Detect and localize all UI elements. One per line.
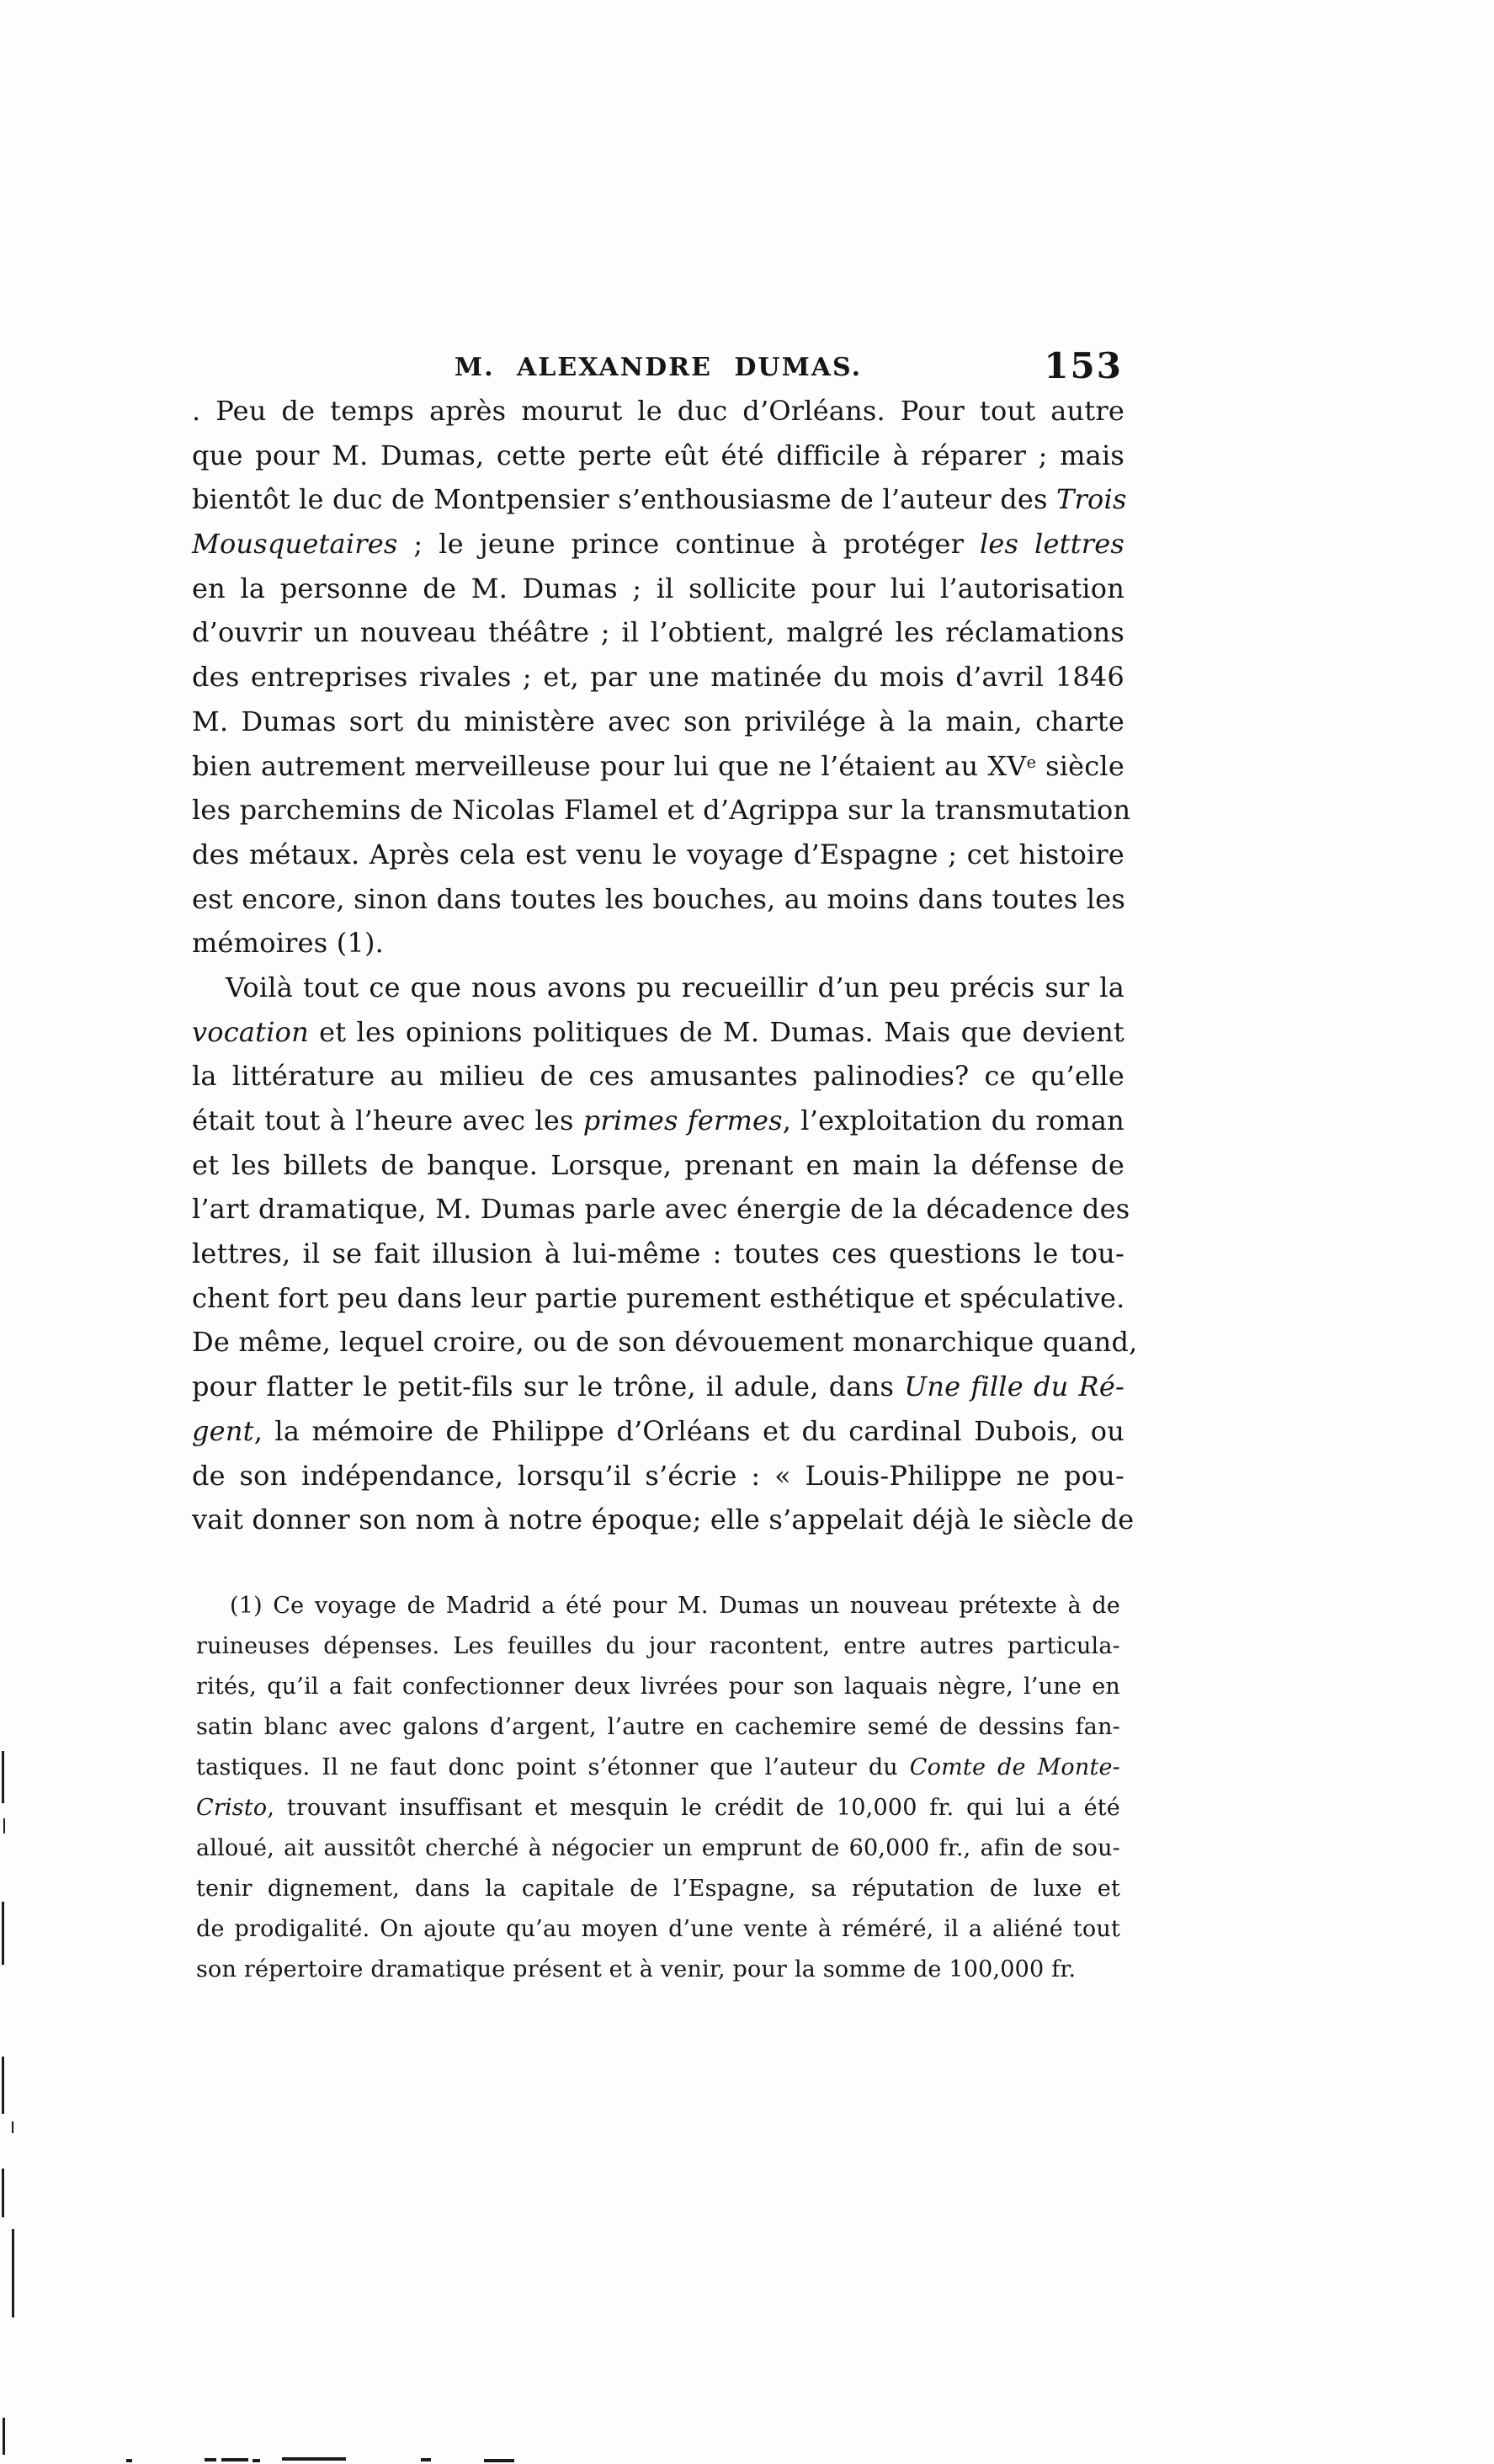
text-line: pour flatter le petit-fils sur le trône, il adule, dans Une fille du Ré-: [192, 1370, 1124, 1403]
scan-artifact-line: [2, 2057, 4, 2114]
scan-artifact-line: [3, 1818, 5, 1833]
text-line: les parchemins de Nicolas Flamel et d’Agrippa sur la transmutation: [192, 794, 1131, 827]
text-line: l’art dramatique, M. Dumas parle avec énergie de la décadence des: [192, 1193, 1130, 1226]
text-line: lettres, il se fait illusion à lui-même : toutes ces questions le tou-: [192, 1237, 1124, 1270]
text-line: la littérature au milieu de ces amusantes palinodies? ce qu’elle: [192, 1060, 1124, 1093]
text-line: satin blanc avec galons d’argent, l’autre en cachemire semé de dessins fan-: [196, 1714, 1120, 1740]
text-line: tastiques. Il ne faut donc point s’étonner que l’auteur du Comte de Monte-: [196, 1754, 1120, 1780]
text-line: Voilà tout ce que nous avons pu recueillir d’un peu précis sur la: [226, 971, 1124, 1003]
text-line: bien autrement merveilleuse pour lui que ne l’étaient au XVe siècle: [192, 749, 1124, 782]
text-line: (1) Ce voyage de Madrid a été pour M. Dumas un nouveau prétexte à de: [230, 1593, 1120, 1619]
scan-artifact-line: [3, 2418, 5, 2455]
text-line: rités, qu’il a fait confectionner deux livrées pour son laquais nègre, l’une en: [196, 1674, 1120, 1700]
scan-artifact-line: [12, 2229, 14, 2318]
text-line: des entreprises rivales ; et, par une matinée du mois d’avril 1846: [192, 661, 1124, 694]
text-line: était tout à l’heure avec les primes fermes, l’exploitation du roman: [192, 1104, 1124, 1136]
text-line: son répertoire dramatique présent et à venir, pour la somme de 100,000 fr.: [196, 1956, 1077, 1982]
text-line: vocation et les opinions politiques de M. Dumas. Mais que devient: [192, 1015, 1124, 1048]
scan-artifact-dash: [221, 2458, 248, 2461]
scan-artifact-line: [2, 1751, 4, 1803]
text-line: en la personne de M. Dumas ; il sollicite pour lui l’autorisation: [192, 572, 1124, 604]
text-line: des métaux. Après cela est venu le voyage d’Espagne ; cet histoire: [192, 838, 1124, 870]
scan-artifact-dash: [253, 2459, 260, 2462]
text-line: et les billets de banque. Lorsque, prenant en main la défense de: [192, 1148, 1124, 1181]
text-line: gent, la mémoire de Philippe d’Orléans et du cardinal Dubois, ou: [192, 1414, 1124, 1447]
scan-artifact-line: [2, 2169, 4, 2217]
page-number: 153: [1044, 345, 1123, 386]
text-line: de prodigalité. On ajoute qu’au moyen d’une vente à réméré, il a aliéné tout: [196, 1916, 1120, 1942]
body-text: [192, 389, 1138, 1542]
text-line: . Peu de temps après mourut le duc d’Orléans. Pour tout autre: [192, 395, 1124, 427]
text-line: M. Dumas sort du ministère avec son privilége à la main, charte: [192, 705, 1124, 737]
text-line: De même, lequel croire, ou de son dévouement monarchique quand,: [192, 1326, 1138, 1359]
running-header-title: M. ALEXANDRE DUMAS.: [454, 353, 863, 382]
scan-artifact-dash: [484, 2459, 514, 2462]
text-line: alloué, ait aussitôt cherché à négocier un emprunt de 60,000 fr., afin de sou-: [196, 1835, 1120, 1861]
text-line: Mousquetaires ; le jeune prince continue à protéger les lettres: [192, 528, 1124, 561]
scan-artifact-dash: [282, 2457, 346, 2461]
text-line: est encore, sinon dans toutes les bouches, au moins dans toutes les: [192, 882, 1126, 915]
text-line: vait donner son nom à notre époque; elle s’appelait déjà le siècle de: [192, 1503, 1135, 1536]
text-line: bientôt le duc de Montpensier s’enthousiasme de l’auteur des Trois: [192, 483, 1127, 516]
scan-artifact-dash: [126, 2459, 132, 2462]
text-line: que pour M. Dumas, cette perte eût été difficile à réparer ; mais: [192, 439, 1124, 471]
text-line: Cristo, trouvant insuffisant et mesquin le crédit de 10,000 fr. qui lui a été: [196, 1795, 1120, 1821]
text-line: de son indépendance, lorsqu’il s’écrie : « Louis-Philippe ne pou-: [192, 1459, 1124, 1492]
scan-artifact-line: [12, 2121, 13, 2133]
scan-artifact-dash: [421, 2458, 431, 2461]
text-line: mémoires (1).: [192, 927, 385, 960]
text-line: d’ouvrir un nouveau théâtre ; il l’obtient, malgré les réclamations: [192, 616, 1124, 649]
scan-artifact-line: [2, 1902, 4, 1965]
text-line: chent fort peu dans leur partie purement esthétique et spéculative.: [192, 1281, 1125, 1314]
footnote: [196, 1586, 1120, 1990]
scan-artifact-dash: [205, 2458, 216, 2461]
text-line: tenir dignement, dans la capitale de l’Espagne, sa réputation de luxe et: [196, 1876, 1120, 1902]
text-line: ruineuses dépenses. Les feuilles du jour racontent, entre autres particula-: [196, 1633, 1120, 1659]
